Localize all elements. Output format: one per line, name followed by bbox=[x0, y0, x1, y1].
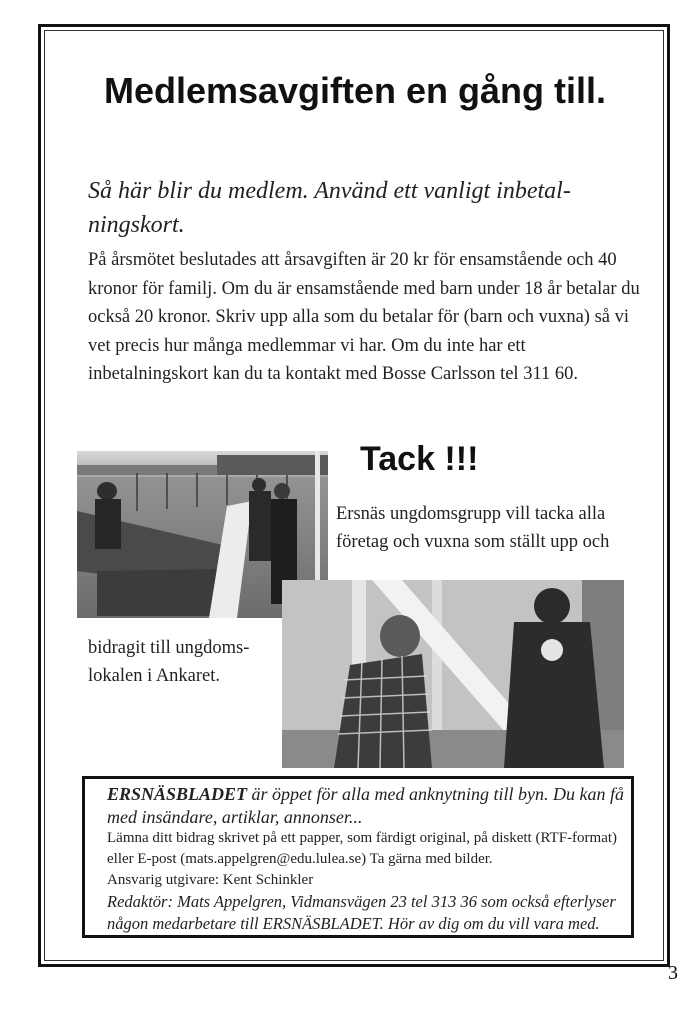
page-number: 3 bbox=[668, 962, 678, 984]
info-editor: Redaktör: Mats Appelgren, Vidmansvägen 23 tel 313 36 som också efterlyser någon medarbetare till ERSNÄSBLADET. Hör av dig om du vill vara med. bbox=[107, 892, 616, 933]
newsletter-info-box bbox=[82, 776, 634, 938]
info-intro-rest: är öppet för alla med anknytning till byn. Du kan få med insändare, artiklar, annonser... bbox=[107, 784, 625, 827]
article-subtitle-line2: ningskort. bbox=[88, 212, 185, 238]
thanks-text-continued: bidragit till ungdoms-lokalen i Ankaret. bbox=[88, 638, 250, 686]
thanks-heading: Tack !!! bbox=[360, 440, 479, 478]
article-subtitle-line1: Så här blir du medlem. Använd ett vanligt inbetal- bbox=[88, 178, 571, 204]
info-submission: Lämna ditt bidrag skrivet på ett papper, som färdigt original, på diskett (RTF-format) eller E-post (mats.appelgren@edu.lulea.se) Ta gärna med bilder. bbox=[107, 830, 618, 867]
info-intro bbox=[107, 783, 627, 828]
article-subtitle bbox=[88, 174, 648, 242]
article-title: Medlemsavgiften en gång till. bbox=[103, 70, 607, 111]
thanks-text: Ersnäs ungdomsgrupp vill tacka alla företag och vuxna som ställt upp och bbox=[336, 504, 610, 552]
newsletter-brand: ERSNÄSBLADET bbox=[107, 784, 248, 804]
workers-interior-photo bbox=[282, 580, 624, 768]
article-body: På årsmötet beslutades att årsavgiften är 20 kr för ensamstående och 40 kronor för familj. Om du är ensamstående med barn under 18 år betalar du också 20 kronor. Skriv upp alla som du betalar för (barn och vuxna) så vi vet precis hur många medlemmar vi har. Om du inte har ett inbetalningskort kan du ta kontakt med Bosse Carlsson tel 311 60. bbox=[88, 250, 640, 384]
info-publisher: Ansvarig utgivare: Kent Schinkler bbox=[107, 872, 314, 888]
